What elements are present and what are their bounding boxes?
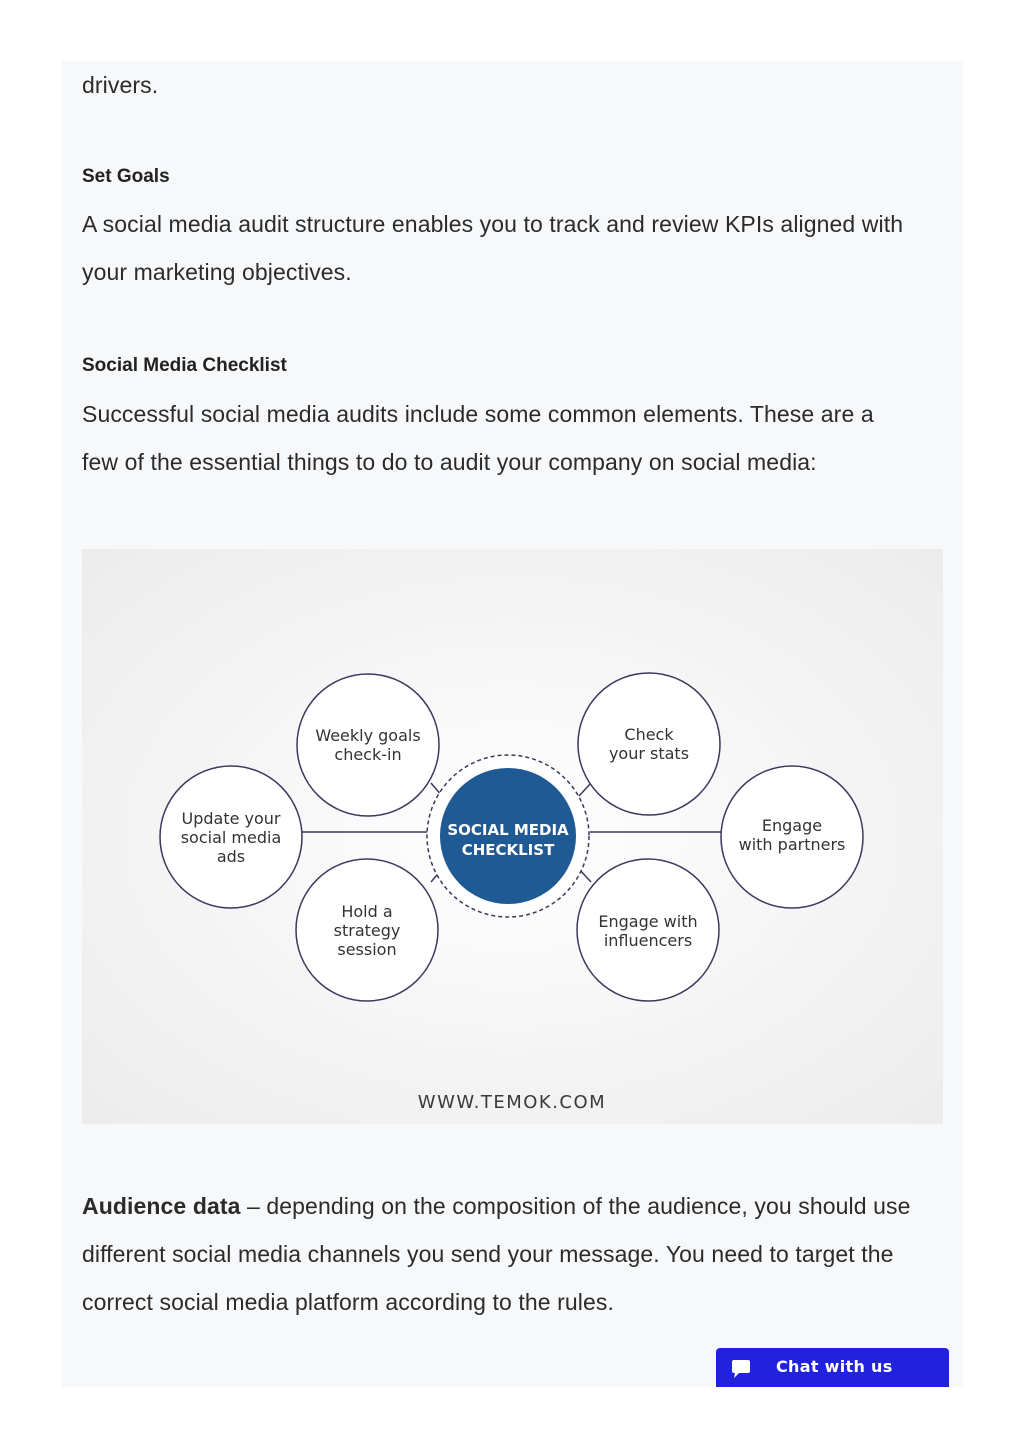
chat-widget-label: Chat with us [776,1357,893,1376]
node-engage-influencers-line1: Engage with [598,912,698,931]
connector-top-right [579,783,591,796]
node-strategy-session-line3: session [337,940,397,959]
intro-trailing-text: drivers. [82,72,159,98]
checklist-body-line2: few of the essential things to do to audit your company on social media: [82,449,817,475]
diagram-source-text: WWW.TEMOK.COM [417,1092,607,1113]
set-goals-body-line2: your marketing objectives. [82,259,352,285]
set-goals-body-line1: A social media audit structure enables you to track and review KPIs aligned with [82,211,904,237]
checklist-heading: Social Media Checklist [82,355,287,376]
node-update-ads-line2: social media [180,828,282,847]
diagram-svg [82,549,943,1124]
node-check-stats-line2: your stats [608,744,690,763]
node-engage-influencers-line2: influencers [603,931,693,950]
center-label-line2: CHECKLIST [461,841,555,859]
audience-line2: different social media channels you send your message. You need to target the [82,1241,894,1267]
center-label-line1: SOCIAL MEDIA [447,821,569,839]
social-media-checklist-diagram [82,549,943,1124]
article-page [62,61,963,1387]
audience-line3: correct social media platform according to the rules. [82,1289,614,1315]
audience-label: Audience data [82,1193,241,1219]
node-strategy-session-line2: strategy [333,921,401,940]
chat-bubble-icon [729,1357,753,1381]
node-engage-partners-line1: Engage [761,816,823,835]
chat-widget-button[interactable] [716,1348,949,1387]
node-update-ads-line3: ads [216,847,246,866]
node-engage-partners-line2: with partners [738,835,846,854]
node-strategy-session-line1: Hold a [341,902,393,921]
set-goals-heading: Set Goals [82,166,170,187]
audience-line1 [82,1182,910,1230]
node-update-ads-line1: Update your [181,809,281,828]
node-weekly-goals-line2: check-in [334,745,402,764]
checklist-body-line1: Successful social media audits include some common elements. These are a [82,401,874,427]
audience-line1-rest: – depending on the composition of the audience, you should use [240,1193,911,1219]
node-check-stats-line1: Check [624,725,674,744]
node-weekly-goals-line1: Weekly goals [315,726,421,745]
